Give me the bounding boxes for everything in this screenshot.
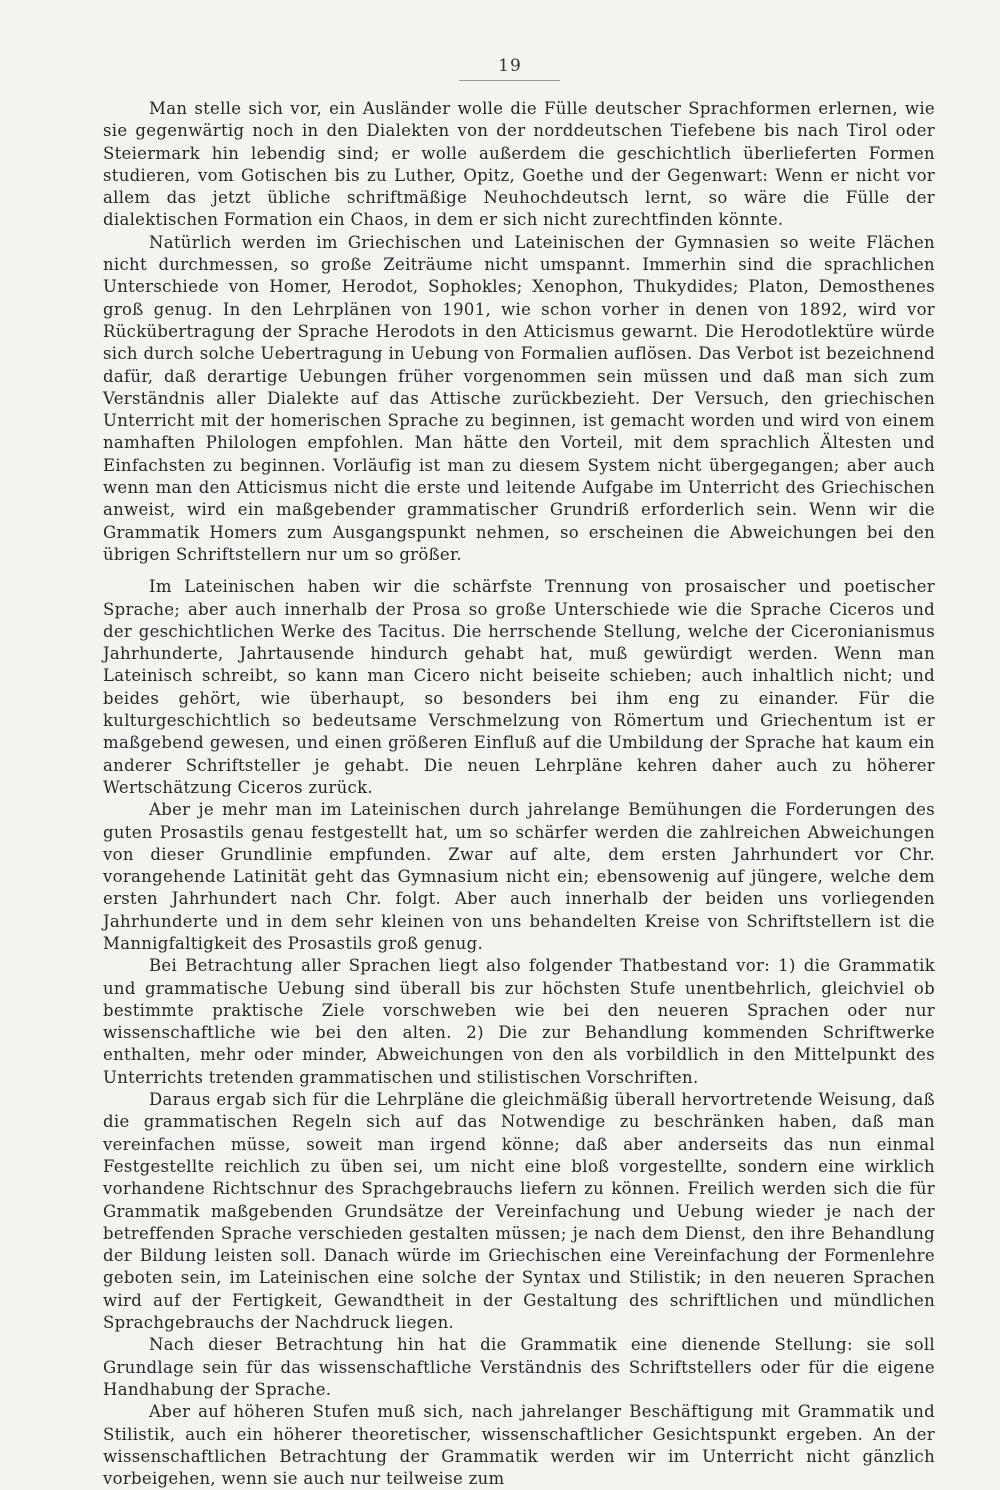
paragraph-1: Man stelle sich vor, ein Ausländer wolle die Fülle deutscher Sprachformen erlernen, wie sie gegenwärtig noch in den Dialekten von der norddeutschen Tiefebene bis nach Tirol oder Steiermark hin lebendig sind; er wolle außerdem die geschichtlich überlieferten Formen studieren, vom Gotischen bis zu Luther, Opitz, Goethe und der Gegenwart: Wenn er nicht vor allem das jetzt übliche schriftmäßige Neuhochdeutsch lernt, so wäre die Fülle der dialektischen Formation ein Chaos, in dem er sich nicht zurechtfinden könnte. [103, 99, 935, 230]
paragraph-3: Im Lateinischen haben wir die schärfste Trennung von prosaischer und poetischer Sprache; aber auch innerhalb der Prosa so große Unterschiede wie die Sprache Ciceros und der geschichtlichen Werke des Tacitus. Die herrschende Stellung, welche der Ciceronianismus Jahrhunderte, Jahrtausende hindurch gehabt hat, muß gewürdigt werden. Wenn man Lateinisch schreibt, so kann man Cicero nicht beiseite schieben; auch inhaltlich nicht; und beides gehört, wie überhaupt, so besonders bei ihm eng zu einander. Für die kulturgeschichtlich so bedeutsame Verschmelzung von Römertum und Griechentum ist er maßgebend gewesen, und einen größeren Einfluß auf die Umbildung der Sprache hat kaum ein anderer Schriftsteller je gehabt. Die neuen Lehrpläne kehren daher auch zu höherer Wertschätzung Ciceros zurück. [103, 577, 935, 797]
paragraph-6: Daraus ergab sich für die Lehrpläne die gleichmäßig überall hervortretende Weisung, daß die grammatischen Regeln sich auf das Notwendige zu beschränken haben, daß man vereinfachen müsse, soweit man irgend könne; daß aber anderseits das nun einmal Festgestellte reichlich zu üben sei, um nicht eine bloß vorgestellte, sondern eine wirklich vorhandene Richtschnur des Sprachgebrauchs liefern zu können. Freilich werden sich die für Grammatik maßgebenden Grundsätze der Vereinfachung und Uebung wieder je nach der betreffenden Sprache verschieden gestalten müssen; je nach dem Dienst, den ihre Behandlung der Bildung leisten soll. Danach würde im Griechischen eine Vereinfachung der Formenlehre geboten sein, im Lateinischen eine solche der Syntax und Stilistik; in den neueren Sprachen wird auf der Fertigkeit, Gewandtheit in der Gestaltung des schriftlichen und mündlichen Sprachgebrauchs der Nachdruck liegen. [103, 1090, 935, 1333]
page-number: 19 [498, 56, 522, 76]
paragraph-2: Natürlich werden im Griechischen und Lateinischen der Gymnasien so weite Flächen nicht durchmessen, so große Zeiträume nicht umspannt. Immerhin sind die sprachlichen Unterschiede von Homer, Herodot, Sophokles; Xenophon, Thukydides; Platon, Demosthenes groß genug. In den Lehrplänen von 1901, wie schon vorher in denen von 1892, wird vor Rückübertragung der Sprache Herodots in den Atticismus gewarnt. Die Herodotlektüre würde sich durch solche Uebertragung in Uebung von Formalien auflösen. Das Verbot ist bezeichnend dafür, daß derartige Uebungen früher vorgenommen sein müssen und daß man sich zum Verständnis aller Dialekte auf das Attische zurückbezieht. Der Versuch, den griechischen Unterricht mit der homerischen Sprache zu beginnen, ist gemacht worden und wird von einem namhaften Philologen empfohlen. Man hätte den Vorteil, mit dem sprachlich Ältesten und Einfachsten zu beginnen. Vorläufig ist man zu diesem System nicht übergegangen; aber auch wenn man den Atticismus nicht die erste und leitende Aufgabe im Unterricht des Griechischen anweist, wird ein maßgebender grammatischer Grundriß erforderlich sein. Wenn wir die Grammatik Homers zum Ausgangspunkt nehmen, so erscheinen die Abweichungen bei den übrigen Schriftstellern nur um so größer. [103, 232, 935, 564]
body-text [103, 98, 935, 1490]
paragraph-5: Bei Betrachtung aller Sprachen liegt also folgender Thatbestand vor: 1) die Grammatik und grammatische Uebung sind überall bis zur höchsten Stufe unentbehrlich, gleichviel ob bestimmte praktische Ziele vorschweben wie bei den neueren Sprachen oder nur wissenschaftliche wie bei den alten. 2) Die zur Behandlung kommenden Schriftwerke enthalten, mehr oder minder, Abweichungen von den als vorbildlich in den Mittelpunkt des Unterrichts tretenden grammatischen und stilistischen Vorschriften. [103, 956, 935, 1087]
paragraph-7: Nach dieser Betrachtung hin hat die Grammatik eine dienende Stellung: sie soll Grundlage sein für das wissenschaftliche Verständnis des Schriftstellers oder für die eigene Handhabung der Sprache. [103, 1335, 935, 1399]
paragraph-4: Aber je mehr man im Lateinischen durch jahrelange Bemühungen die Forderungen des guten Prosastils genau festgestellt hat, um so schärfer werden die zahlreichen Abweichungen von dieser Grundlinie empfunden. Zwar auf alte, dem ersten Jahrhundert vor Chr. vorangehende Latinität geht das Gymnasium nicht ein; ebensowenig auf jüngere, welche dem ersten Jahrhundert nach Chr. folgt. Aber auch innerhalb der beiden uns vorliegenden Jahrhunderte und in dem sehr kleinen von uns behandelten Kreise von Schriftstellern ist die Mannigfaltigkeit des Prosastils groß genug. [103, 800, 935, 953]
header-rule [459, 80, 560, 81]
paragraph-8: Aber auf höheren Stufen muß sich, nach jahrelanger Beschäftigung mit Grammatik und Stilistik, auch ein höherer theoretischer, wissenschaftlicher Gesichtspunkt ergeben. An der wissenschaftlichen Betrachtung der Grammatik werden wir im Unterricht nicht gänzlich vorbeigehen, wenn sie auch nur teilweise zum [103, 1402, 935, 1489]
